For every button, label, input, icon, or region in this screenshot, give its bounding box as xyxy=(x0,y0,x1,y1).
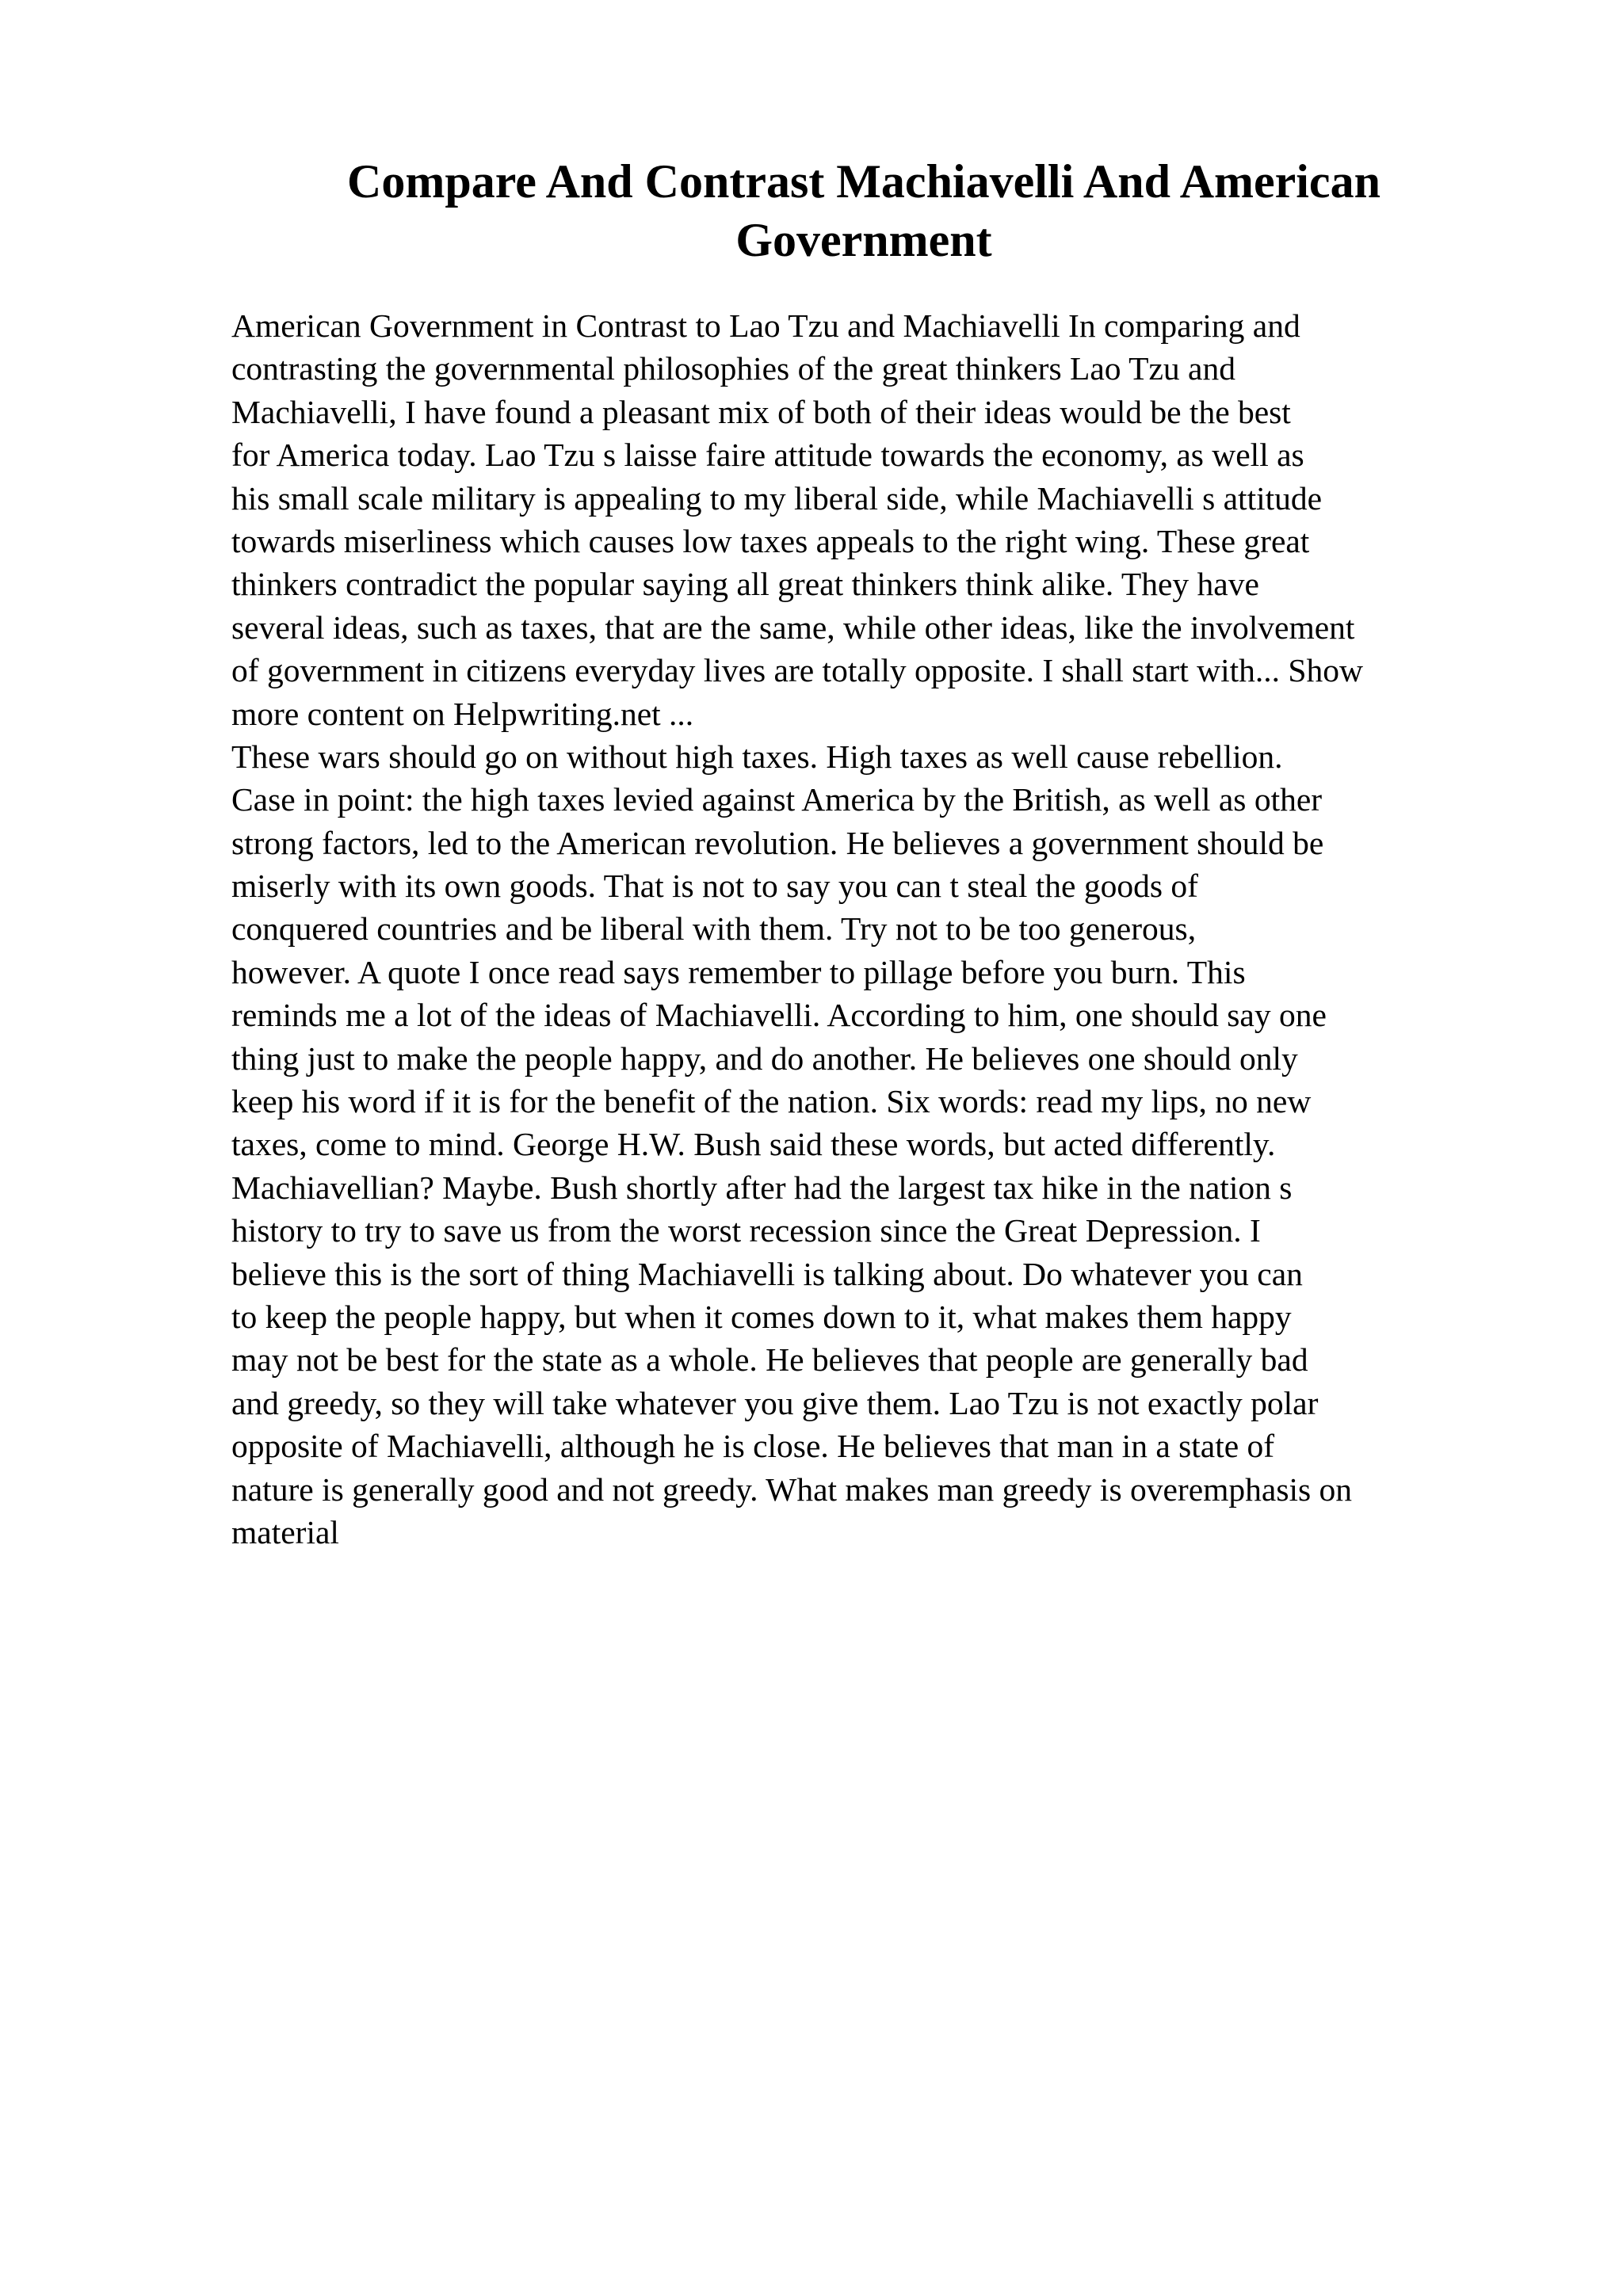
body-line-17: reminds me a lot of the ideas of Machiavelli. According to him, one should say one xyxy=(231,997,1327,1034)
body-line-26: and greedy, so they will take whatever you give them. Lao Tzu is not exactly polar xyxy=(231,1384,1319,1421)
body-line-8: several ideas, such as taxes, that are the same, while other ideas, like the involvement xyxy=(231,608,1355,646)
body-line-25: may not be best for the state as a whole. He believes that people are generally bad xyxy=(231,1341,1308,1379)
body-line-9: of government in citizens everyday lives are totally opposite. I shall start with... Show xyxy=(231,652,1363,689)
body-line-13: strong factors, led to the American revolution. He believes a government should be xyxy=(231,824,1324,861)
body-line-29: material xyxy=(231,1513,339,1550)
body-line-6: towards miserliness which causes low taxes appeals to the right wing. These great xyxy=(231,522,1310,559)
body-line-4: for America today. Lao Tzu s laisse faire attitude towards the economy, as well as xyxy=(231,437,1304,474)
body-line-28: nature is generally good and not greedy. What makes man greedy is overemphasis on xyxy=(231,1470,1353,1508)
body-line-7: thinkers contradict the popular saying all great thinkers think alike. They have xyxy=(231,566,1259,603)
body-line-18: thing just to make the people happy, and do another. He believes one should only xyxy=(231,1039,1298,1077)
body-line-27: opposite of Machiavelli, although he is close. He believes that man in a state of xyxy=(231,1428,1275,1465)
body-line-5: his small scale military is appealing to my liberal side, while Machiavelli s attitude xyxy=(231,479,1323,517)
body-text xyxy=(231,304,1515,1554)
document-title xyxy=(293,152,1434,269)
body-line-12: Case in point: the high taxes levied against America by the British, as well as other xyxy=(231,781,1323,818)
body-line-1: American Government in Contrast to Lao Tzu and Machiavelli In comparing and xyxy=(231,307,1300,344)
title-line-2: Government xyxy=(735,214,992,266)
body-line-21: Machiavellian? Maybe. Bush shortly after had the largest tax hike in the nation s xyxy=(231,1169,1293,1206)
body-line-22: history to try to save us from the worst recession since the Great Depression. I xyxy=(231,1212,1261,1249)
body-line-2: contrasting the governmental philosophies of the great thinkers Lao Tzu and xyxy=(231,350,1235,387)
body-line-16: however. A quote I once read says remember to pillage before you burn. This xyxy=(231,953,1246,990)
body-line-23: believe this is the sort of thing Machiavelli is talking about. Do whatever you can xyxy=(231,1255,1303,1292)
body-line-24: to keep the people happy, but when it comes down to it, what makes them happy xyxy=(231,1298,1292,1335)
title-line-1: Compare And Contrast Machiavelli And American xyxy=(347,155,1381,208)
body-line-10: more content on Helpwriting.net ... xyxy=(231,695,694,732)
body-line-19: keep his word if it is for the benefit of the nation. Six words: read my lips, no new xyxy=(231,1083,1312,1120)
body-line-20: taxes, come to mind. George H.W. Bush said these words, but acted differently. xyxy=(231,1126,1276,1163)
body-line-3: Machiavelli, I have found a pleasant mix of both of their ideas would be the best xyxy=(231,393,1291,430)
body-line-15: conquered countries and be liberal with them. Try not to be too generous, xyxy=(231,910,1197,948)
body-line-11: These wars should go on without high taxes. High taxes as well cause rebellion. xyxy=(231,738,1283,775)
body-line-14: miserly with its own goods. That is not to say you can t steal the goods of xyxy=(231,868,1198,905)
